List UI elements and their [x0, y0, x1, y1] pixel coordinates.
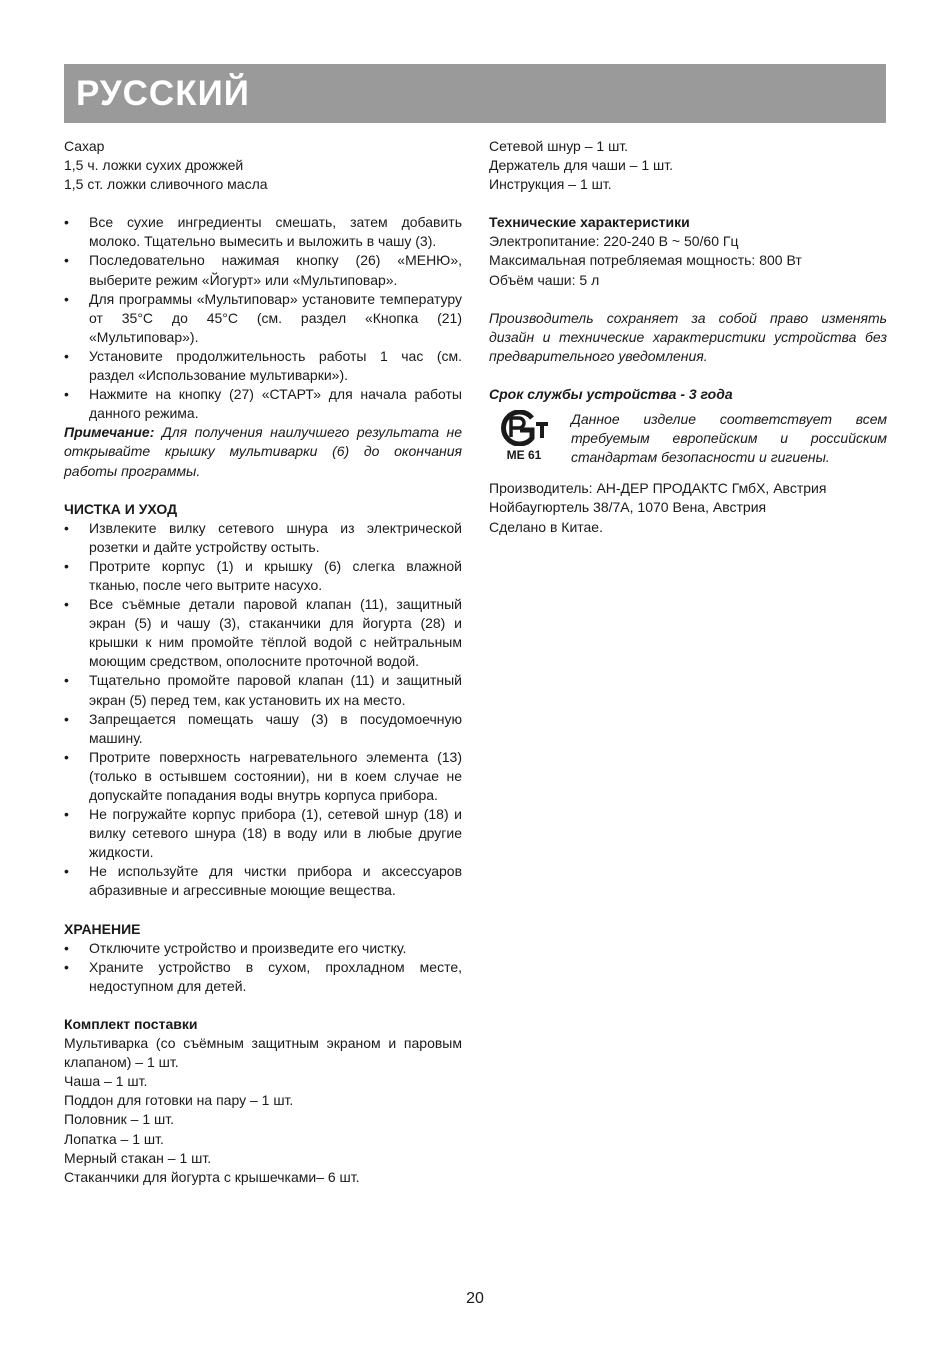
page-number: 20 [466, 1290, 484, 1307]
cleaning-item: • Извлеките вилку сетевого шнура из электрической розетки и дайте устройству остыть. [64, 519, 462, 557]
manufacturer-line: Нойбаугюртель 38/7А, 1070 Вена, Австрия [489, 499, 767, 516]
step-item: • Для программы «Мультиповар» установите температуру от 35°С до 45°С (см. раздел «Кнопка (21) «Мультиповар»). [64, 290, 462, 347]
kit-item: Стаканчики для йогурта с крышечками– 6 шт. [64, 1168, 360, 1185]
ingredient-line: 1,5 ст. ложки сливочного масла [64, 176, 268, 193]
certification-text: Данное изделие соответствует всем требуемым европейским и российским стандартам безопасности и гигиены. [571, 411, 887, 466]
storage-item: • Храните устройство в сухом, прохладном месте, недоступном для детей. [64, 958, 462, 996]
step-item: • Последовательно нажимая кнопку (26) «МЕНЮ», выберите режим «Йогурт» или «Мультиповар». [64, 251, 462, 289]
section-banner [64, 64, 886, 123]
note-label: Примечание: [64, 424, 155, 441]
kit-item: Поддон для готовки на пару – 1 шт. [64, 1092, 294, 1109]
certification-code: МЕ 61 [506, 448, 542, 463]
step-item: • Все сухие ингредиенты смешать, затем добавить молоко. Тщательно вымесить и выложить в чашу (3). [64, 213, 462, 251]
ingredient-line: 1,5 ч. ложки сухих дрожжей [64, 157, 244, 174]
kit-item: Мультиварка (со съёмным защитным экраном и паровым клапаном) – 1 шт. [64, 1035, 462, 1071]
spec-item: Электропитание: 220-240 В ~ 50/60 Гц [489, 233, 739, 250]
manufacturer-line: Сделано в Китае. [489, 518, 603, 535]
right-column [489, 137, 887, 537]
kit-item: Лопатка – 1 шт. [64, 1130, 164, 1147]
left-column [64, 137, 462, 1187]
certification-mark [489, 410, 559, 467]
kit-item: Держатель для чаши – 1 шт. [489, 157, 673, 174]
service-life-text: Срок службы устройства - 3 года [489, 385, 733, 402]
spec-item: Объём чаши: 5 л [489, 271, 600, 288]
note-text: Для получения наилучшего результата не открывайте крышку мультиварки (6) до окончания работы программы. [64, 424, 462, 479]
cleaning-heading: ЧИСТКА И УХОД [64, 500, 178, 517]
kit-item: Чаша – 1 шт. [64, 1073, 148, 1090]
disclaimer-text: Производитель сохраняет за собой право изменять дизайн и технические характеристики устройства без предварительного уведомления. [489, 309, 887, 364]
cleaning-item: • Протрите поверхность нагревательного элемента (13) (только в остывшем состоянии), ни в коем случае не допускайте попадания воды внутрь корпуса прибора. [64, 748, 462, 805]
spec-item: Максимальная потребляемая мощность: 800 Вт [489, 252, 802, 269]
storage-heading: ХРАНЕНИЕ [64, 920, 141, 937]
step-item: • Нажмите на кнопку (27) «СТАРТ» для начала работы данного режима. [64, 385, 462, 423]
kit-item: Инструкция – 1 шт. [489, 176, 612, 193]
kit-item: Половник – 1 шт. [64, 1111, 174, 1128]
kit-item: Мерный стакан – 1 шт. [64, 1149, 212, 1166]
step-item: • Установите продолжительность работы 1 час (см. раздел «Использование мультиварки»). [64, 347, 462, 385]
cleaning-item: • Не используйте для чистки прибора и аксессуаров абразивные и агрессивные моющие вещества. [64, 862, 462, 900]
cleaning-item: • Не погружайте корпус прибора (1), сетевой шнур (18) и вилку сетевого шнура (18) в воду или в любые другие жидкости. [64, 805, 462, 862]
cleaning-item: • Все съёмные детали паровой клапан (11), защитный экран (5) и чашу (3), стаканчики для йогурта (28) и крышки к ним промойте тёплой водой с нейтральным моющим средством, ополосните проточной водой. [64, 595, 462, 671]
specs-heading: Технические характеристики [489, 214, 690, 231]
certification-block [489, 410, 887, 467]
manufacturer-line: Производитель: АН-ДЕР ПРОДАКТС ГмбХ, Австрия [489, 480, 827, 497]
cleaning-item: • Тщательно промойте паровой клапан (11) и защитный экран (5) перед тем, как установить их на место. [64, 671, 462, 709]
storage-item: • Отключите устройство и произведите его чистку. [64, 939, 462, 958]
kit-item: Сетевой шнур – 1 шт. [489, 138, 629, 154]
kit-heading: Комплект поставки [64, 1015, 198, 1032]
section-title: РУССКИЙ [76, 73, 250, 113]
rst-logo-icon [498, 410, 550, 446]
ingredient-line: Сахар [64, 138, 105, 154]
note-paragraph [64, 423, 462, 480]
cleaning-item: • Протрите корпус (1) и крышку (6) слегка влажной тканью, после чего вытрите насухо. [64, 557, 462, 595]
cleaning-item: • Запрещается помещать чашу (3) в посудомоечную машину. [64, 710, 462, 748]
